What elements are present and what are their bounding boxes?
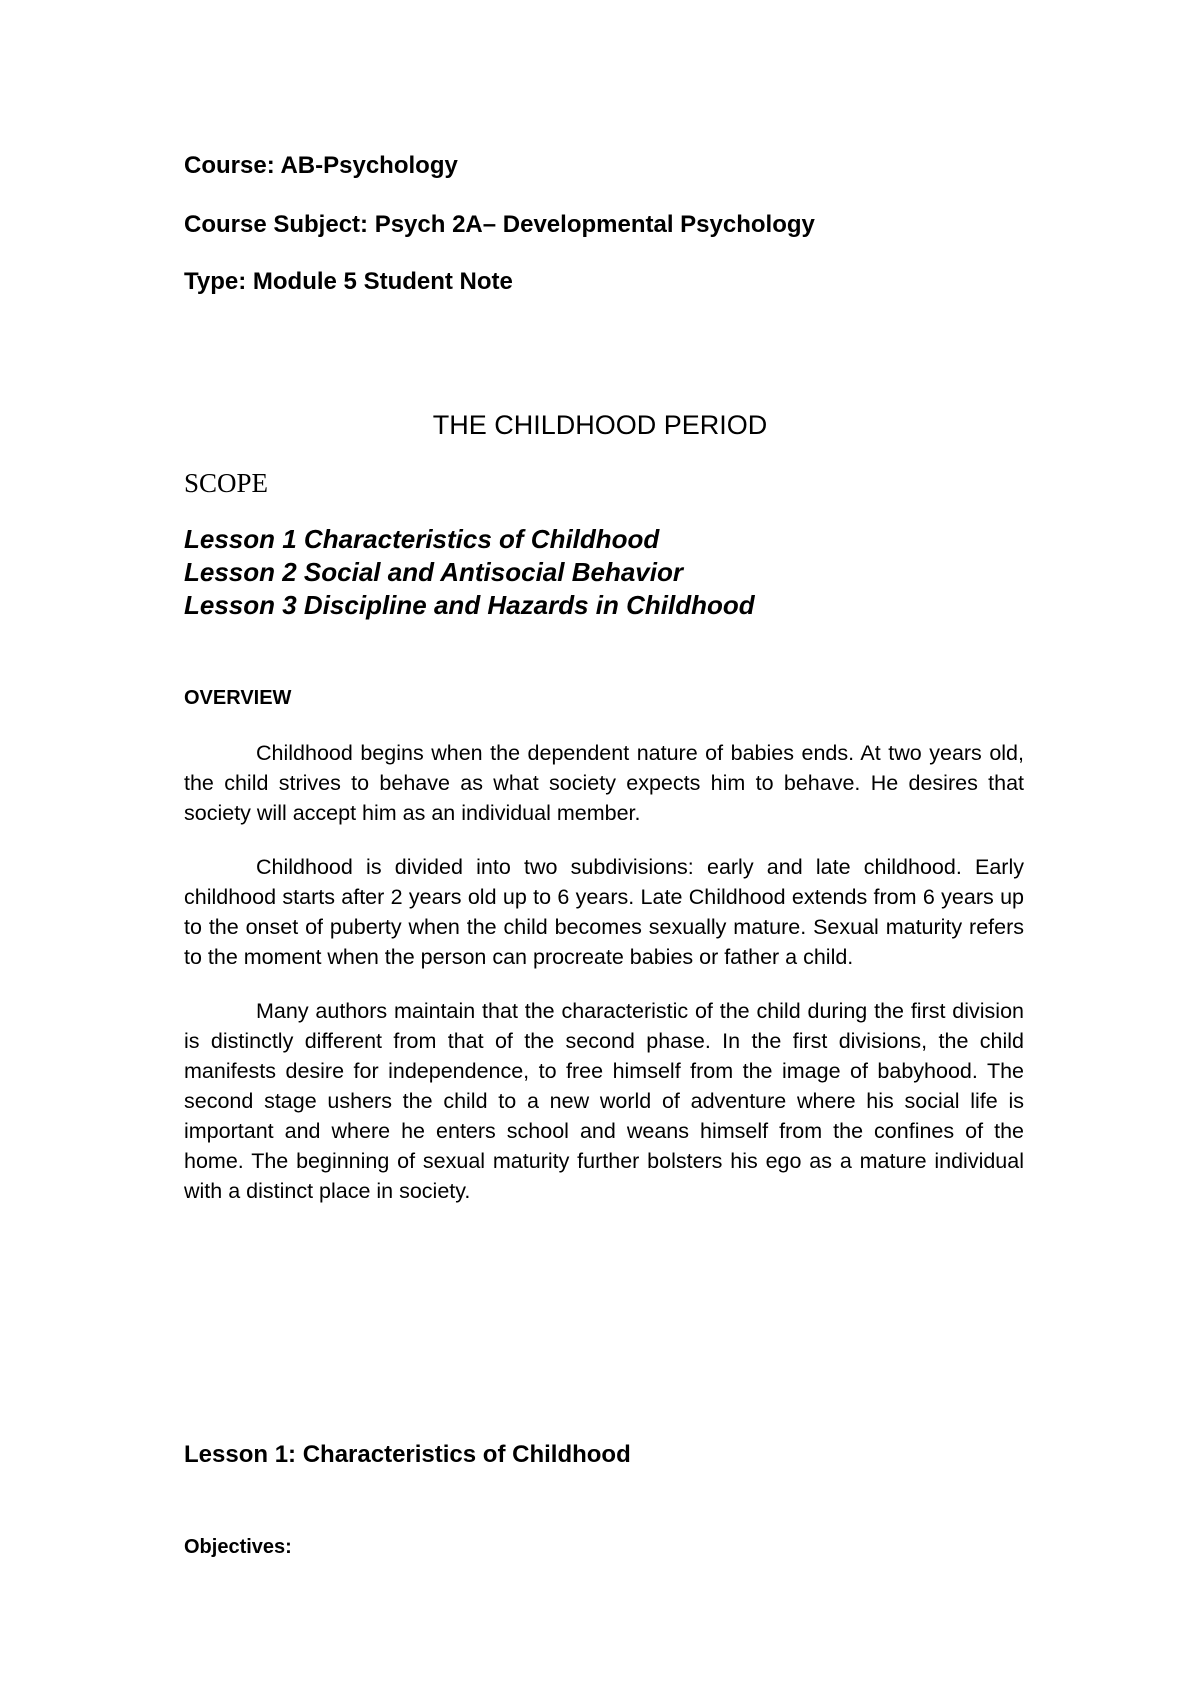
- course-subject-line: Course Subject: Psych 2A– Developmental Psychology: [184, 211, 815, 238]
- objectives-heading: Objectives:: [184, 1536, 292, 1558]
- overview-paragraph-2: Childhood is divided into two subdivisions: early and late childhood. Early childhood starts after 2 years old up to 6 years. Late Childhood extends from 6 years up to the onset of puberty when the child becomes sexually mature. Sexual maturity refers to the moment when the person can procreate babies or father a child.: [184, 855, 1024, 969]
- overview-paragraph-1: Childhood begins when the dependent nature of babies ends. At two years old, the child strives to behave as what society expects him to behave. He desires that society will accept him as an individual member.: [184, 741, 1024, 825]
- overview-body: [184, 738, 1024, 1230]
- overview-paragraph-3: Many authors maintain that the characteristic of the child during the first division is distinctly different from that of the second phase. In the first divisions, the child manifests desire for independence, to free himself from the image of babyhood. The second stage ushers the child to a new world of adventure where his social life is important and where he enters school and weans himself from the confines of the home. The beginning of sexual maturity further bolsters his ego as a mature individual with a distinct place in society.: [184, 999, 1024, 1203]
- document-type-line: Type: Module 5 Student Note: [184, 268, 513, 295]
- document-title: THE CHILDHOOD PERIOD: [432, 410, 768, 440]
- overview-heading: OVERVIEW: [184, 687, 292, 709]
- scope-heading: SCOPE: [184, 468, 269, 498]
- scope-lesson-2: Lesson 2 Social and Antisocial Behavior: [184, 557, 683, 587]
- scope-lesson-3: Lesson 3 Discipline and Hazards in Childhood: [184, 590, 755, 620]
- lesson-1-heading: Lesson 1: Characteristics of Childhood: [184, 1441, 631, 1468]
- scope-lesson-list: [184, 523, 755, 622]
- scope-lesson-1: Lesson 1 Characteristics of Childhood: [184, 524, 660, 554]
- course-line: Course: AB-Psychology: [184, 152, 458, 179]
